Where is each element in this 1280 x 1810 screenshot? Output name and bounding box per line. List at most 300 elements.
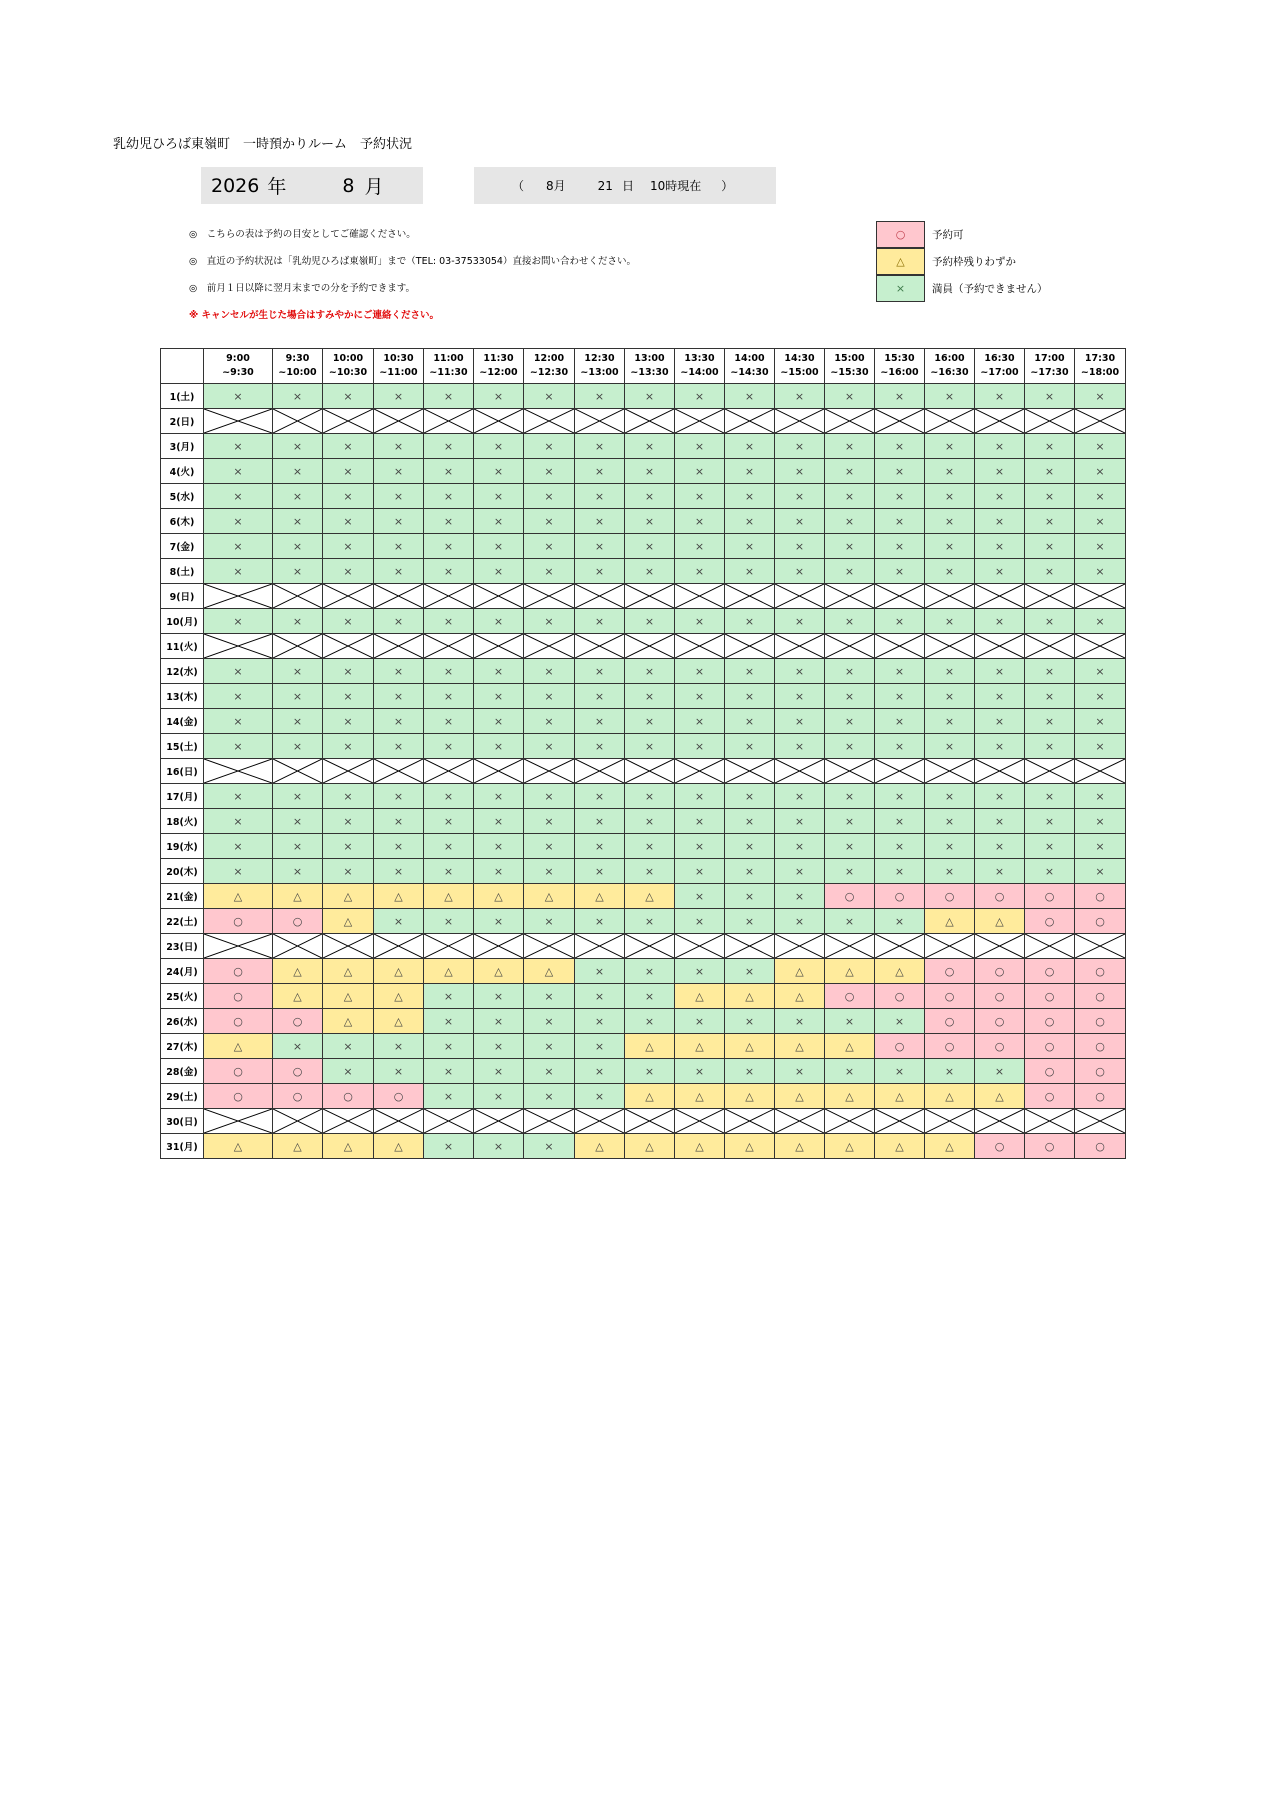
slot-cell-full: × [925, 484, 975, 509]
slot-cell-full: × [524, 709, 575, 734]
closed-cell [925, 634, 975, 659]
slot-cell-full: × [725, 659, 775, 684]
closed-cross-icon [273, 1109, 322, 1133]
year-label: 年 [267, 176, 287, 198]
slot-cell-full: × [1075, 684, 1126, 709]
table-row [161, 609, 1126, 634]
time-slot-header [775, 349, 825, 384]
slot-cell-full: × [675, 784, 725, 809]
slot-cell-full: × [775, 434, 825, 459]
closed-cross-icon [575, 584, 624, 608]
closed-cell [725, 759, 775, 784]
closed-cell [875, 1109, 925, 1134]
slot-cell-full: × [775, 384, 825, 409]
table-row [161, 884, 1126, 909]
slot-cell-full: × [725, 609, 775, 634]
slot-cell-full: × [323, 534, 374, 559]
legend-row-ok [876, 221, 1048, 248]
slot-cell-full: × [925, 709, 975, 734]
closed-cross-icon [825, 584, 874, 608]
month-label: 月 [364, 176, 384, 198]
slot-cell-full: × [775, 509, 825, 534]
closed-cross-icon [725, 584, 774, 608]
slot-cell-full: × [323, 559, 374, 584]
slot-cell-ok: ○ [204, 984, 273, 1009]
closed-cross-icon [875, 1109, 924, 1133]
slot-cell-few: △ [675, 1084, 725, 1109]
slot-cell-full: × [575, 1009, 625, 1034]
slot-cell-full: × [204, 559, 273, 584]
slot-cell-full: × [273, 834, 323, 859]
closed-cell [975, 934, 1025, 959]
closed-cross-icon [575, 409, 624, 433]
slot-cell-few: △ [825, 959, 875, 984]
slot-cell-full: × [273, 684, 323, 709]
day-label: 20(木) [161, 859, 204, 884]
slot-cell-full: × [424, 384, 474, 409]
slot-cell-full: × [474, 1059, 524, 1084]
slot-cell-full: × [725, 959, 775, 984]
slot-cell-full: × [273, 1034, 323, 1059]
closed-cross-icon [675, 584, 724, 608]
slot-cell-ok: ○ [204, 1059, 273, 1084]
time-slot-header [1025, 349, 1075, 384]
time-slot-start: 17:30 [1084, 353, 1116, 364]
closed-cross-icon [875, 409, 924, 433]
year-month-box [201, 167, 423, 204]
closed-cell [204, 584, 273, 609]
slot-cell-full: × [374, 484, 424, 509]
closed-cell [204, 634, 273, 659]
slot-cell-ok: ○ [1075, 1134, 1126, 1159]
closed-cross-icon [1075, 759, 1125, 783]
slot-cell-full: × [575, 509, 625, 534]
day-label: 4(火) [161, 459, 204, 484]
slot-cell-full: × [474, 909, 524, 934]
closed-cross-icon [424, 634, 473, 658]
closed-cell [575, 1109, 625, 1134]
slot-cell-full: × [424, 684, 474, 709]
slot-cell-full: × [575, 534, 625, 559]
notes [189, 229, 636, 322]
slot-cell-full: × [524, 834, 575, 859]
time-slot-header [575, 349, 625, 384]
slot-cell-full: × [474, 859, 524, 884]
slot-cell-few: △ [875, 1134, 925, 1159]
day-label: 18(火) [161, 809, 204, 834]
slot-cell-ok: ○ [875, 1034, 925, 1059]
closed-cell [474, 409, 524, 434]
closed-cross-icon [575, 634, 624, 658]
slot-cell-full: × [675, 434, 725, 459]
slot-cell-full: × [374, 659, 424, 684]
closed-cross-icon [474, 759, 523, 783]
closed-cell [825, 934, 875, 959]
slot-cell-full: × [825, 384, 875, 409]
slot-cell-few: △ [273, 884, 323, 909]
time-slot-start: 12:30 [584, 353, 615, 364]
slot-cell-full: × [625, 734, 675, 759]
slot-cell-full: × [975, 609, 1025, 634]
slot-cell-full: × [625, 834, 675, 859]
slot-cell-full: × [374, 509, 424, 534]
time-slot-start: 11:00 [433, 353, 464, 364]
time-slot-start: 9:00 [226, 353, 250, 364]
slot-cell-few: △ [675, 984, 725, 1009]
time-slot-end: ~15:30 [830, 367, 869, 378]
legend-label-few: 予約枠残りわずか [932, 256, 1016, 268]
slot-cell-full: × [775, 1059, 825, 1084]
day-label: 25(火) [161, 984, 204, 1009]
current-month: 8月 [546, 179, 566, 193]
slot-cell-full: × [875, 509, 925, 534]
slot-cell-full: × [575, 384, 625, 409]
slot-cell-full: × [1075, 734, 1126, 759]
slot-cell-full: × [424, 459, 474, 484]
day-label: 27(木) [161, 1034, 204, 1059]
slot-cell-ok: ○ [1075, 909, 1126, 934]
slot-cell-full: × [975, 709, 1025, 734]
slot-cell-full: × [1025, 609, 1075, 634]
day-label: 23(日) [161, 934, 204, 959]
slot-cell-few: △ [625, 884, 675, 909]
day-label: 5(水) [161, 484, 204, 509]
note-item: ◎ こちらの表は予約の目安としてご確認ください。 [189, 229, 416, 240]
closed-cross-icon [625, 934, 674, 958]
slot-cell-full: × [625, 709, 675, 734]
slot-cell-full: × [825, 684, 875, 709]
slot-cell-full: × [1075, 859, 1126, 884]
slot-cell-full: × [424, 784, 474, 809]
slot-cell-full: × [323, 684, 374, 709]
slot-cell-full: × [875, 609, 925, 634]
slot-cell-full: × [975, 434, 1025, 459]
closed-cell [975, 759, 1025, 784]
slot-cell-full: × [204, 859, 273, 884]
slot-cell-full: × [524, 859, 575, 884]
slot-cell-full: × [925, 684, 975, 709]
slot-cell-ok: ○ [1075, 984, 1126, 1009]
slot-cell-full: × [625, 459, 675, 484]
closed-cross-icon [725, 634, 774, 658]
slot-cell-ok: ○ [925, 884, 975, 909]
day-label: 15(土) [161, 734, 204, 759]
slot-cell-full: × [474, 709, 524, 734]
slot-cell-full: × [323, 434, 374, 459]
month-value: 8 [342, 174, 355, 197]
slot-cell-full: × [975, 684, 1025, 709]
time-slot-start: 10:30 [383, 353, 414, 364]
time-slot-header [424, 349, 474, 384]
closed-cell [204, 409, 273, 434]
time-slot-start: 14:30 [784, 353, 815, 364]
slot-cell-full: × [625, 559, 675, 584]
closed-cross-icon [975, 934, 1024, 958]
page-title: 乳幼児ひろば東嶺町 一時預かりルーム 予約状況 [113, 137, 413, 152]
slot-cell-full: × [524, 534, 575, 559]
slot-cell-full: × [323, 859, 374, 884]
closed-cell [474, 934, 524, 959]
time-slot-header [524, 349, 575, 384]
slot-cell-ok: ○ [374, 1084, 424, 1109]
closed-cell [374, 634, 424, 659]
slot-cell-full: × [323, 1059, 374, 1084]
table-row [161, 759, 1126, 784]
slot-cell-full: × [323, 609, 374, 634]
slot-cell-full: × [775, 709, 825, 734]
slot-cell-full: × [273, 784, 323, 809]
slot-cell-full: × [524, 1009, 575, 1034]
slot-cell-ok: ○ [1075, 1034, 1126, 1059]
closed-cell [1025, 1109, 1075, 1134]
slot-cell-ok: ○ [1025, 959, 1075, 984]
closed-cross-icon [1025, 634, 1074, 658]
slot-cell-full: × [575, 684, 625, 709]
note-item: ◎ 直近の予約状況は「乳幼児ひろば東嶺町」まで（TEL: 03-37533054）直接お問い合わせください。 [189, 256, 636, 267]
slot-cell-full: × [775, 909, 825, 934]
closed-cross-icon [323, 409, 373, 433]
current-status-box [474, 167, 776, 204]
slot-cell-full: × [323, 509, 374, 534]
slot-cell-full: × [825, 434, 875, 459]
slot-cell-full: × [1075, 509, 1126, 534]
slot-cell-few: △ [273, 984, 323, 1009]
slot-cell-full: × [825, 484, 875, 509]
slot-cell-full: × [1025, 559, 1075, 584]
slot-cell-full: × [524, 809, 575, 834]
day-label: 17(月) [161, 784, 204, 809]
slot-cell-full: × [725, 834, 775, 859]
day-label: 9(日) [161, 584, 204, 609]
closed-cell [675, 409, 725, 434]
slot-cell-full: × [323, 809, 374, 834]
time-slot-header [825, 349, 875, 384]
slot-cell-ok: ○ [975, 959, 1025, 984]
closed-cross-icon [374, 934, 423, 958]
slot-cell-full: × [474, 1034, 524, 1059]
slot-cell-full: × [424, 859, 474, 884]
slot-cell-full: × [625, 909, 675, 934]
slot-cell-full: × [975, 459, 1025, 484]
closed-cross-icon [474, 934, 523, 958]
slot-cell-ok: ○ [975, 1009, 1025, 1034]
closed-cross-icon [374, 759, 423, 783]
slot-cell-full: × [625, 534, 675, 559]
closed-cell [675, 584, 725, 609]
slot-cell-full: × [575, 1084, 625, 1109]
time-slot-end: ~13:30 [630, 367, 669, 378]
slot-cell-full: × [374, 859, 424, 884]
slot-cell-full: × [675, 609, 725, 634]
slot-cell-ok: ○ [1075, 1009, 1126, 1034]
day-label: 22(土) [161, 909, 204, 934]
slot-cell-full: × [1025, 659, 1075, 684]
closed-cross-icon [775, 409, 824, 433]
closed-cross-icon [204, 759, 272, 783]
open-paren: （ [512, 179, 525, 193]
slot-cell-full: × [875, 784, 925, 809]
day-label: 16(日) [161, 759, 204, 784]
slot-cell-full: × [625, 1059, 675, 1084]
slot-cell-full: × [1025, 534, 1075, 559]
slot-cell-full: × [575, 984, 625, 1009]
slot-cell-full: × [575, 559, 625, 584]
slot-cell-few: △ [204, 884, 273, 909]
year-value: 2026 [211, 174, 260, 197]
closed-cell [775, 409, 825, 434]
slot-cell-few: △ [323, 909, 374, 934]
slot-cell-full: × [925, 509, 975, 534]
slot-cell-full: × [204, 734, 273, 759]
slot-cell-full: × [825, 459, 875, 484]
closed-cell [374, 1109, 424, 1134]
closed-cross-icon [273, 409, 322, 433]
closed-cell [625, 934, 675, 959]
slot-cell-full: × [625, 1009, 675, 1034]
closed-cell [675, 934, 725, 959]
slot-cell-few: △ [323, 984, 374, 1009]
legend-swatch-full: × [876, 275, 925, 302]
closed-cross-icon [625, 584, 674, 608]
slot-cell-ok: ○ [925, 1009, 975, 1034]
table-row [161, 809, 1126, 834]
slot-cell-full: × [925, 809, 975, 834]
slot-cell-full: × [775, 559, 825, 584]
slot-cell-few: △ [775, 1034, 825, 1059]
slot-cell-full: × [625, 484, 675, 509]
slot-cell-full: × [675, 509, 725, 534]
slot-cell-full: × [1025, 484, 1075, 509]
slot-cell-full: × [775, 859, 825, 884]
slot-cell-full: × [925, 459, 975, 484]
slot-cell-full: × [204, 659, 273, 684]
closed-cross-icon [825, 1109, 874, 1133]
slot-cell-full: × [273, 859, 323, 884]
slot-cell-full: × [825, 734, 875, 759]
closed-cross-icon [625, 409, 674, 433]
slot-cell-full: × [925, 559, 975, 584]
slot-cell-few: △ [825, 1134, 875, 1159]
slot-cell-full: × [775, 734, 825, 759]
closed-cross-icon [474, 634, 523, 658]
time-slot-header [204, 349, 273, 384]
slot-cell-ok: ○ [204, 959, 273, 984]
slot-cell-full: × [524, 784, 575, 809]
closed-cross-icon [975, 1109, 1024, 1133]
slot-cell-full: × [323, 1034, 374, 1059]
closed-cross-icon [575, 1109, 624, 1133]
slot-cell-full: × [424, 1009, 474, 1034]
slot-cell-full: × [825, 1059, 875, 1084]
day-label: 29(土) [161, 1084, 204, 1109]
legend-swatch-ok: ○ [876, 221, 925, 248]
slot-cell-full: × [925, 1059, 975, 1084]
time-slot-header [925, 349, 975, 384]
slot-cell-full: × [625, 859, 675, 884]
table-row [161, 709, 1126, 734]
day-label: 19(水) [161, 834, 204, 859]
slot-cell-full: × [775, 809, 825, 834]
closed-cross-icon [474, 584, 523, 608]
closed-cell [524, 934, 575, 959]
slot-cell-ok: ○ [1025, 1084, 1075, 1109]
closed-cell [424, 759, 474, 784]
closed-cross-icon [825, 409, 874, 433]
slot-cell-full: × [524, 984, 575, 1009]
cancel-note: ※ キャンセルが生じた場合はすみやかにご連絡ください。 [189, 310, 440, 321]
closed-cell [875, 409, 925, 434]
closed-cross-icon [675, 759, 724, 783]
closed-cross-icon [273, 584, 322, 608]
slot-cell-full: × [675, 709, 725, 734]
slot-cell-full: × [524, 684, 575, 709]
closed-cell [204, 759, 273, 784]
slot-cell-full: × [775, 834, 825, 859]
slot-cell-full: × [374, 1059, 424, 1084]
closed-cross-icon [424, 409, 473, 433]
closed-cross-icon [204, 934, 272, 958]
time-slot-end: ~10:00 [278, 367, 317, 378]
closed-cell [273, 1109, 323, 1134]
slot-cell-full: × [975, 734, 1025, 759]
closed-cell [1075, 759, 1126, 784]
slot-cell-ok: ○ [273, 1059, 323, 1084]
closed-cross-icon [524, 1109, 574, 1133]
closed-cross-icon [204, 1109, 272, 1133]
closed-cell [524, 584, 575, 609]
slot-cell-full: × [825, 784, 875, 809]
closed-cell [775, 759, 825, 784]
slot-cell-full: × [725, 909, 775, 934]
time-slot-header [374, 349, 424, 384]
closed-cross-icon [775, 584, 824, 608]
slot-cell-full: × [1025, 859, 1075, 884]
slot-cell-full: × [424, 534, 474, 559]
closed-cell [575, 584, 625, 609]
slot-cell-full: × [474, 1009, 524, 1034]
slot-cell-few: △ [625, 1034, 675, 1059]
day-label: 1(土) [161, 384, 204, 409]
slot-cell-full: × [675, 734, 725, 759]
slot-cell-full: × [474, 559, 524, 584]
slot-cell-full: × [575, 809, 625, 834]
day-label: 11(火) [161, 634, 204, 659]
closed-cell [725, 409, 775, 434]
closed-cross-icon [725, 759, 774, 783]
slot-cell-full: × [524, 1034, 575, 1059]
slot-cell-full: × [775, 884, 825, 909]
slot-cell-few: △ [925, 1084, 975, 1109]
slot-cell-full: × [204, 509, 273, 534]
closed-cross-icon [323, 759, 373, 783]
slot-cell-full: × [575, 959, 625, 984]
slot-cell-full: × [374, 734, 424, 759]
slot-cell-full: × [625, 384, 675, 409]
time-slot-end: ~10:30 [328, 367, 368, 378]
slot-cell-few: △ [524, 884, 575, 909]
closed-cell [323, 934, 374, 959]
closed-cell [875, 759, 925, 784]
slot-cell-full: × [725, 484, 775, 509]
table-row [161, 784, 1126, 809]
closed-cell [575, 759, 625, 784]
slot-cell-few: △ [575, 884, 625, 909]
closed-cell [524, 409, 575, 434]
slot-cell-full: × [725, 509, 775, 534]
closed-cross-icon [675, 1109, 724, 1133]
table-row [161, 984, 1126, 1009]
closed-cross-icon [675, 934, 724, 958]
